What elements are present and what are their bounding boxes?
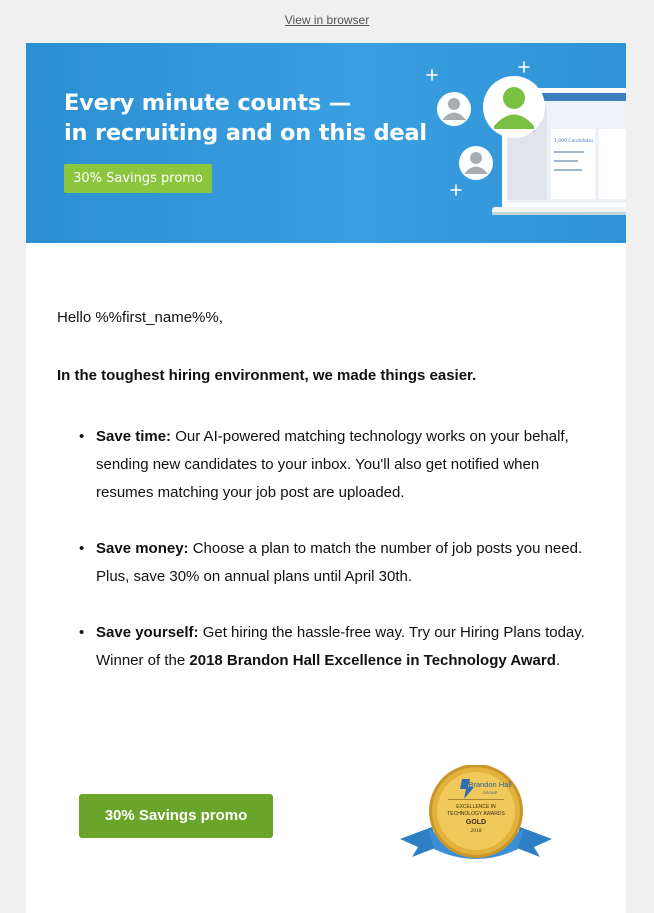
svg-text:GROUP: GROUP bbox=[482, 790, 498, 795]
bullet-label: Save time: bbox=[96, 428, 172, 445]
svg-text:Brandon Hall: Brandon Hall bbox=[468, 780, 512, 789]
bullet-label: Save yourself: bbox=[96, 624, 199, 641]
list-item bbox=[79, 423, 596, 507]
bullet-text: Get hiring the hassle-free way. Try our Hiring Plans today. Winner of the bbox=[96, 624, 585, 669]
hero-banner bbox=[26, 43, 626, 243]
bullet-text: Our AI-powered matching technology works on your behalf, sending new candidates to your inbox. You'll also get notified when resumes matching your job post are uploaded. bbox=[96, 428, 569, 501]
bullet-text: Choose a plan to match the number of job posts you need. Plus, save 30% on annual plans until April 30th. bbox=[96, 540, 583, 585]
bullet-icon: • bbox=[79, 624, 85, 641]
savings-promo-button[interactable]: 30% Savings promo bbox=[79, 794, 273, 838]
preheader bbox=[0, 0, 654, 43]
avatar-icon bbox=[483, 76, 545, 138]
svg-text:TECHNOLOGY AWARDS: TECHNOLOGY AWARDS bbox=[447, 811, 505, 817]
plus-icon bbox=[519, 62, 529, 72]
avatar-icon bbox=[437, 92, 471, 126]
bullet-icon: • bbox=[79, 540, 85, 557]
list-item bbox=[79, 619, 596, 675]
banner-title bbox=[64, 88, 427, 148]
benefit-list bbox=[79, 423, 596, 703]
plus-icon bbox=[451, 185, 461, 195]
bullet-text-end: . bbox=[555, 652, 561, 669]
svg-text:GOLD: GOLD bbox=[465, 819, 487, 826]
svg-text:EXCELLENCE IN: EXCELLENCE IN bbox=[456, 804, 496, 810]
svg-text:2018: 2018 bbox=[470, 828, 482, 834]
headline: In the toughest hiring environment, we made things easier. bbox=[57, 367, 477, 384]
list-item bbox=[79, 535, 596, 591]
bullet-label: Save money: bbox=[96, 540, 189, 557]
award-name: 2018 Brandon Hall Excellence in Technology Award bbox=[189, 652, 556, 669]
banner-promo-button[interactable]: 30% Savings promo bbox=[64, 164, 212, 193]
laptop-candidates-illustration bbox=[406, 43, 626, 243]
banner-title-line-1: Every minute counts — bbox=[64, 90, 352, 116]
greeting: Hello %%first_name%%, bbox=[57, 309, 223, 326]
bullet-icon: • bbox=[79, 428, 85, 445]
brandon-hall-gold-award-badge bbox=[398, 765, 554, 865]
gold-medal-icon bbox=[429, 765, 523, 858]
email-card bbox=[26, 43, 626, 913]
plus-icon bbox=[427, 70, 437, 80]
view-in-browser-link[interactable]: View in browser bbox=[284, 13, 370, 27]
svg-text:1,000 Candidates: 1,000 Candidates bbox=[554, 139, 594, 144]
banner-title-line-2: in recruiting and on this deal bbox=[64, 120, 427, 146]
avatar-icon bbox=[459, 146, 493, 180]
